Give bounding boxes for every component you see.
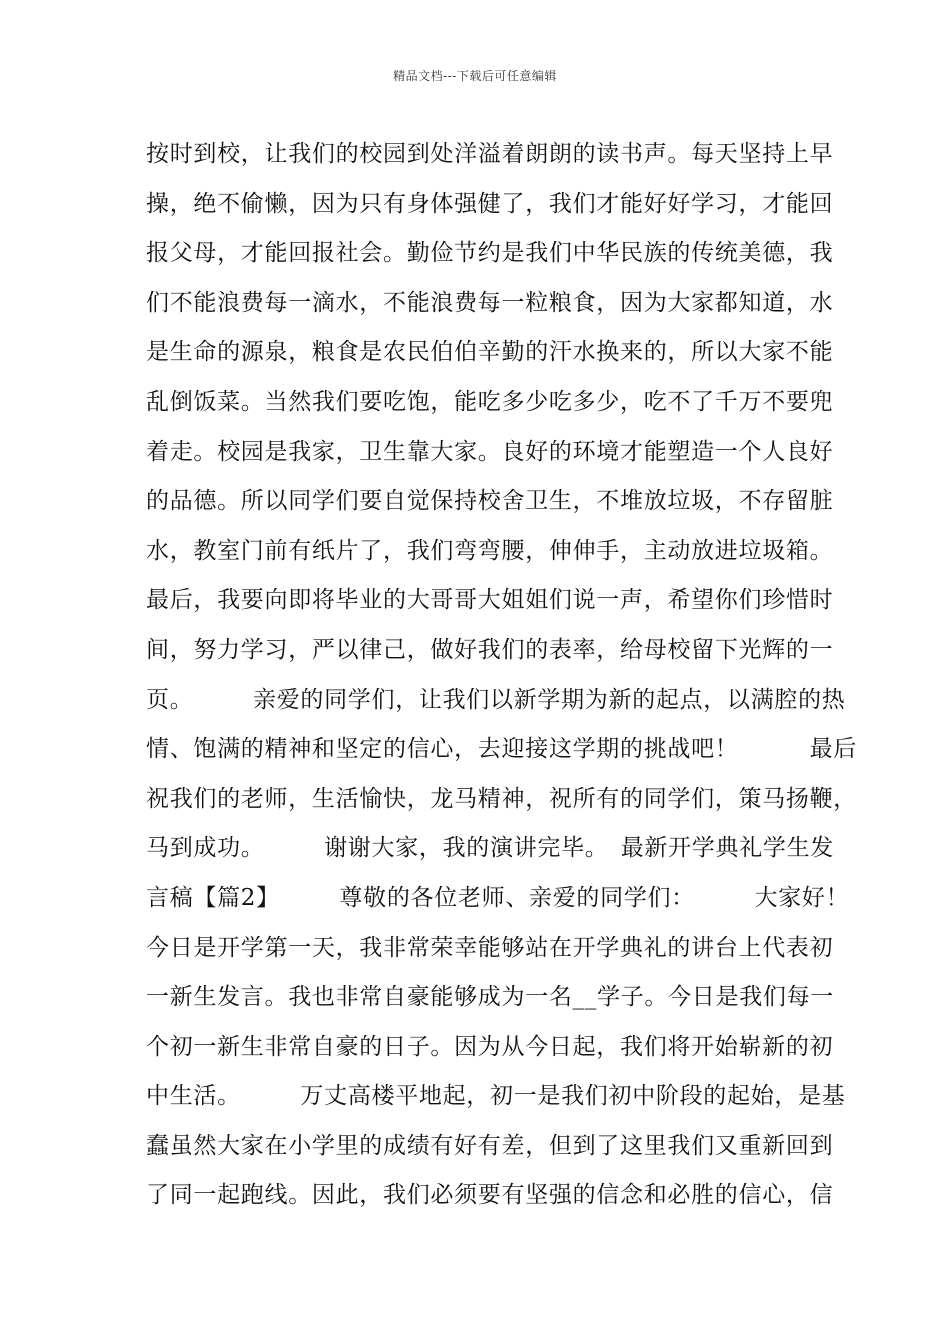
text-line: 按时到校，让我们的校园到处洋溢着朗朗的读书声。每天坚持上早 bbox=[146, 141, 834, 167]
text-line: 一新生发言。我也非常自豪能够成为一名__学子。今日是我们每一 bbox=[146, 984, 834, 1011]
text-line: 操，绝不偷懒，因为只有身体强健了，我们才能好好学习，才能回 bbox=[146, 190, 834, 217]
text-line: 着走。校园是我家，卫生靠大家。良好的环境才能塑造一个人良好 bbox=[146, 438, 834, 465]
text-line: 是生命的源泉，粮食是农民伯伯辛勤的汗水换来的，所以大家不能 bbox=[146, 339, 834, 366]
text-line: 祝我们的老师，生活愉快，龙马精神，祝所有的同学们，策马扬鞭， bbox=[146, 785, 857, 812]
text-line: 马到成功。 谢谢大家，我的演讲完毕。 最新开学典礼学生发 bbox=[146, 835, 834, 862]
body-text bbox=[146, 130, 857, 1221]
text-line: 页。 亲爱的同学们，让我们以新学期为新的起点，以满腔的热 bbox=[146, 686, 846, 713]
text-line: 言稿【篇2】 尊敬的各位老师、亲爱的同学们： 大家好！ bbox=[146, 884, 850, 911]
page-header: 精品文档---下载后可任意编辑 bbox=[393, 69, 557, 83]
text-line: 今日是开学第一天，我非常荣幸能够站在开学典礼的讲台上代表初 bbox=[146, 934, 834, 961]
text-line: 个初一新生非常自豪的日子。因为从今日起，我们将开始崭新的初 bbox=[146, 1033, 834, 1060]
text-line: 了同一起跑线。因此，我们必须要有坚强的信念和必胜的信心，信 bbox=[146, 1182, 834, 1209]
text-line: 乱倒饭菜。当然我们要吃饱，能吃多少吃多少，吃不了千万不要兜 bbox=[146, 388, 834, 415]
text-line: 间，努力学习，严以律己，做好我们的表率，给母校留下光辉的一 bbox=[146, 636, 834, 663]
text-line: 蠢虽然大家在小学里的成绩有好有差，但到了这里我们又重新回到 bbox=[146, 1132, 834, 1159]
text-line: 中生活。 万丈高楼平地起，初一是我们初中阶段的起始，是基 bbox=[146, 1083, 846, 1110]
text-line: 们不能浪费每一滴水，不能浪费每一粒粮食，因为大家都知道，水 bbox=[146, 289, 834, 316]
text-line: 报父母，才能回报社会。勤俭节约是我们中华民族的传统美德，我 bbox=[146, 240, 834, 267]
text-line: 的品德。所以同学们要自觉保持校舍卫生，不堆放垃圾，不存留脏 bbox=[146, 488, 834, 515]
text-line: 水，教室门前有纸片了，我们弯弯腰，伸伸手，主动放进垃圾箱。 bbox=[146, 537, 834, 564]
text-line: 最后，我要向即将毕业的大哥哥大姐姐们说一声，希望你们珍惜时 bbox=[146, 587, 834, 614]
text-line: 情、饱满的精神和坚定的信心，去迎接这学期的挑战吧！ 最后 bbox=[146, 736, 857, 763]
